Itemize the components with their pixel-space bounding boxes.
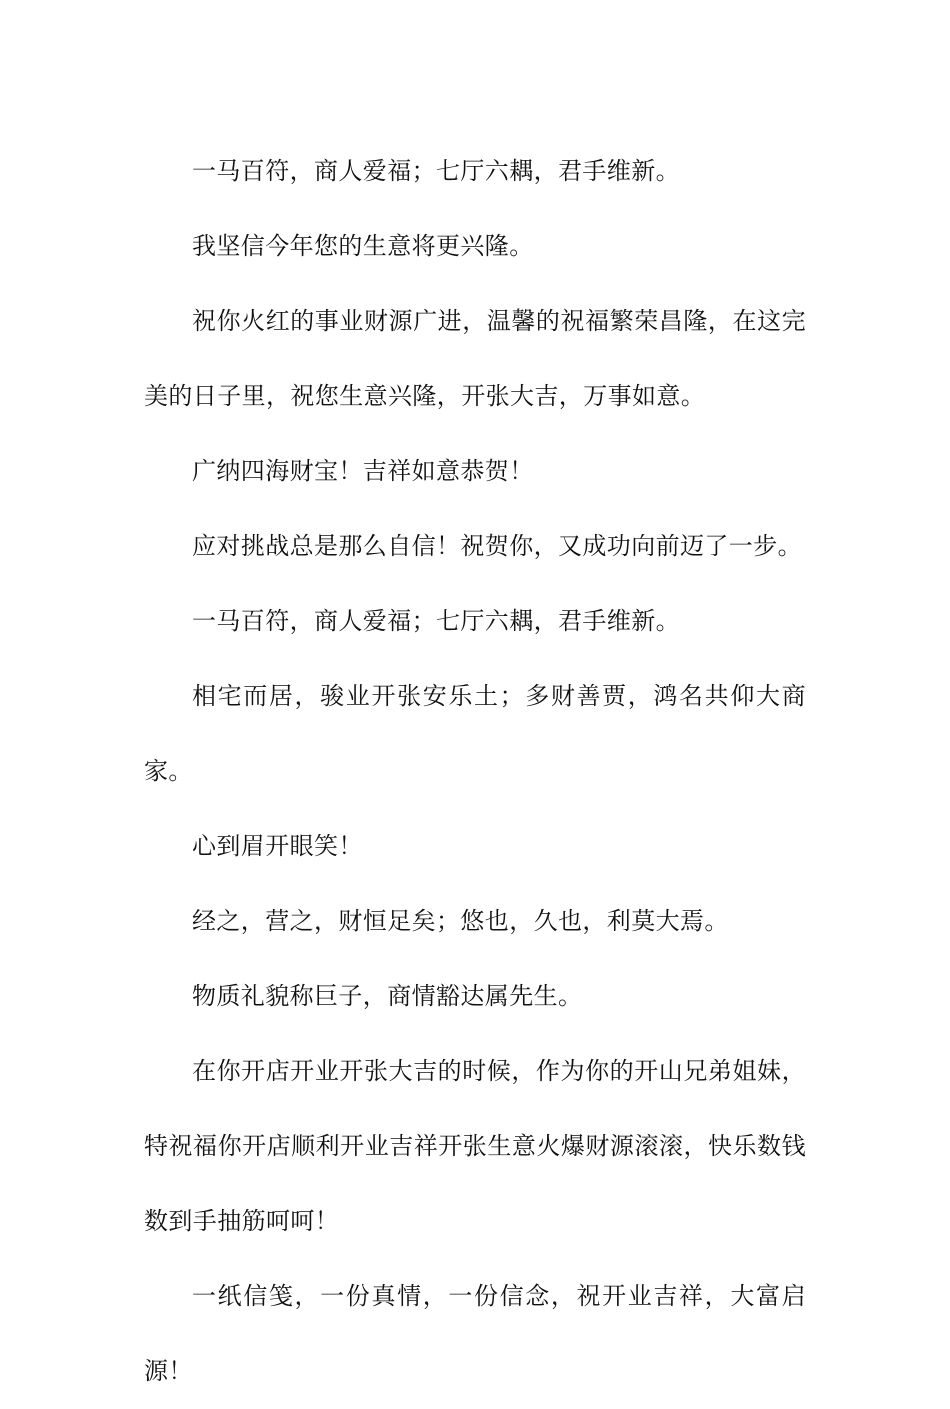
paragraph: 我坚信今年您的生意将更兴隆。 [192, 232, 534, 260]
paragraph: 应对挑战总是那么自信！祝贺你，又成功向前迈了一步。 [192, 532, 802, 560]
paragraph: 一纸信笺，一份真情，一份信念，祝开业吉祥，大富启源！ [144, 1282, 806, 1385]
paragraph: 祝你火红的事业财源广进，温馨的祝福繁荣昌隆，在这完美的日子里，祝您生意兴隆，开张大吉，万事如意。 [144, 307, 806, 410]
paragraph: 物质礼貌称巨子，商情豁达属先生。 [192, 982, 583, 1010]
paragraph: 经之，营之，财恒足矣；悠也，久也，利莫大焉。 [192, 907, 729, 935]
paragraph: 一马百符，商人爱福；七厅六耦，君手维新。 [192, 607, 680, 635]
paragraph: 在你开店开业开张大吉的时候，作为你的开山兄弟姐妹，特祝福你开店顺利开业吉祥开张生意火爆财源滚滚，快乐数钱数到手抽筋呵呵！ [144, 1057, 806, 1235]
paragraph: 相宅而居，骏业开张安乐土；多财善贾，鸿名共仰大商家。 [144, 682, 806, 785]
paragraph: 心到眉开眼笑！ [192, 832, 363, 860]
paragraph: 广纳四海财宝！吉祥如意恭贺！ [192, 457, 534, 485]
document-body [144, 134, 806, 1409]
paragraph: 一马百符，商人爱福；七厅六耦，君手维新。 [192, 157, 680, 185]
